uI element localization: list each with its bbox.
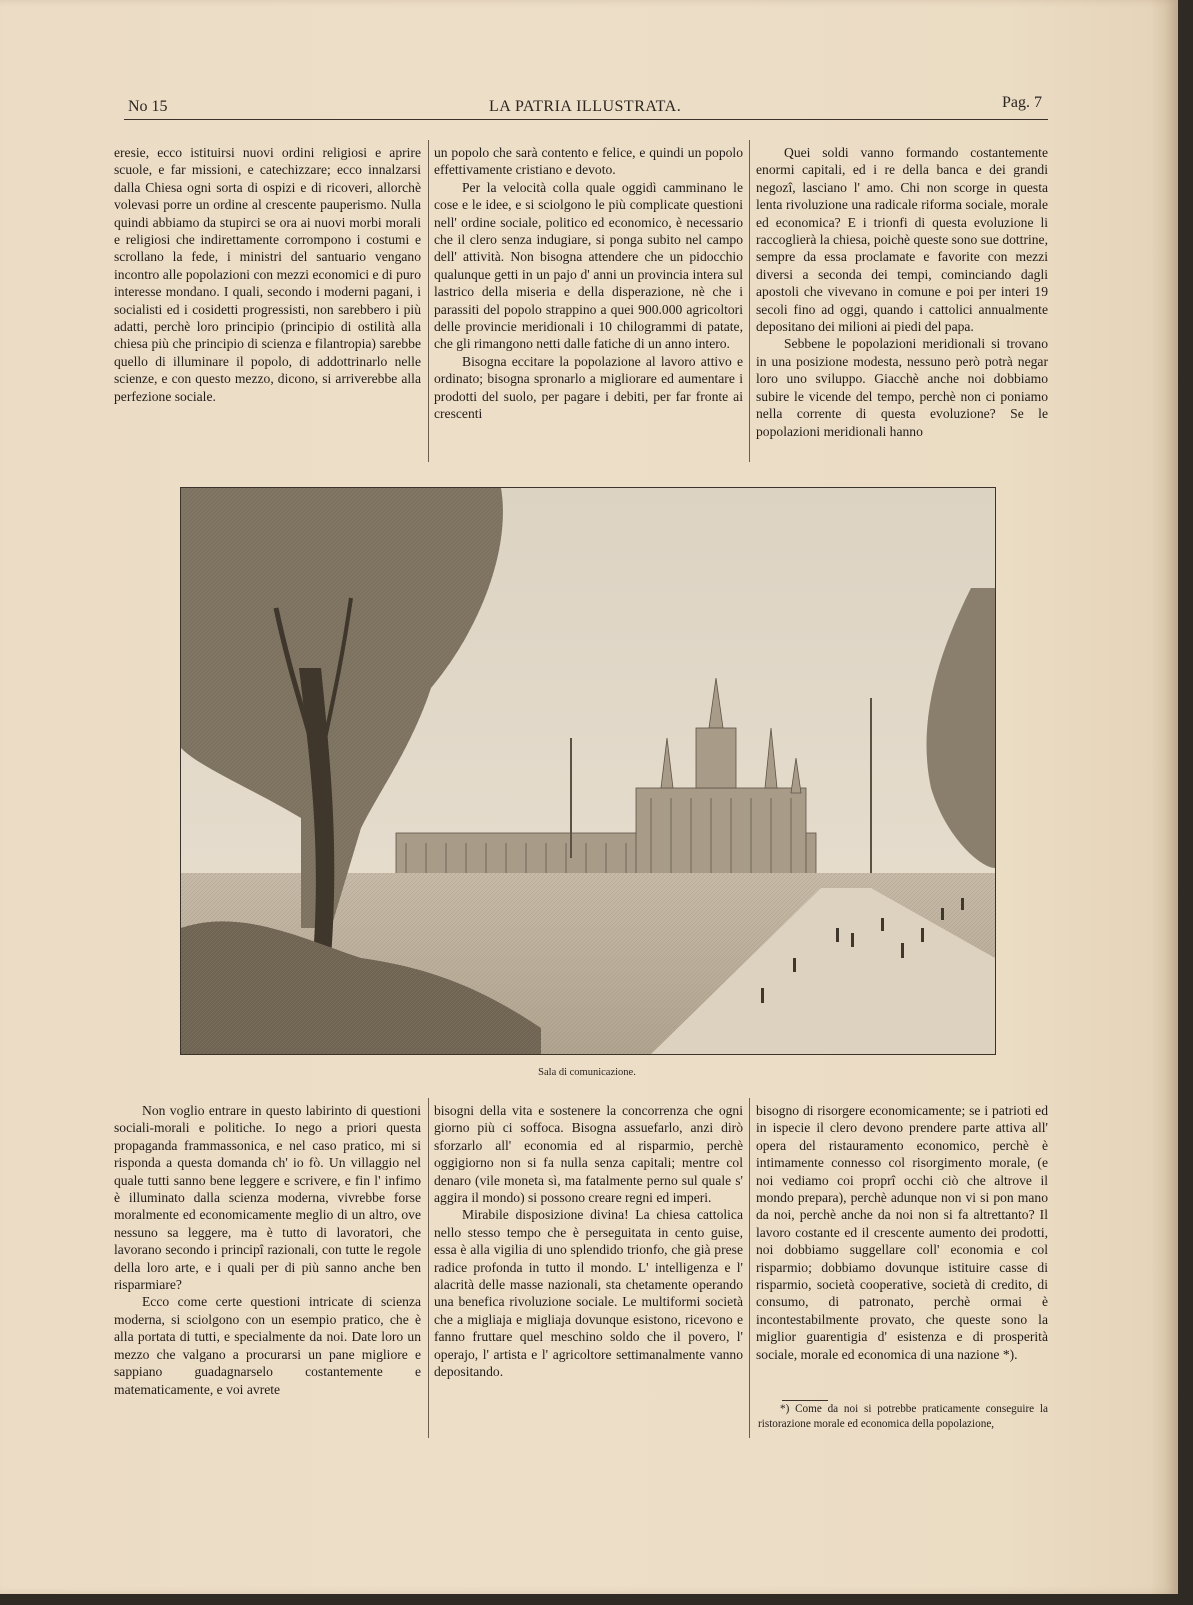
bottom-column-1 — [114, 1102, 421, 1398]
footnote-text: *) Come da noi si potrebbe praticamente conseguire la ristorazione morale ed economica della popolazione, — [758, 1403, 1048, 1430]
footnote-rule — [782, 1400, 828, 1401]
column-divider — [428, 140, 429, 462]
paragraph: Ecco come certe questioni intricate di scienza moderna, si sciolgono con un esempio pratico, che è alla portata di tutti, e specialmente da noi. Date loro un mezzo che valgano a procurarsi un pane migliore e sappiano guadagnarselo costantemente e matematicamente, e voi avrete — [114, 1294, 421, 1397]
paragraph: un popolo che sarà contento e felice, e quindi un popolo effettivamente cristiano e devoto. — [434, 145, 743, 178]
paragraph: bisogni della vita e sostenere la concorrenza che ogni giorno più ci soffoca. Bisogna assuefarlo, anzi dirò sforzarlo all' economia ed al risparmio, perchè oggigiorno non si fa nulla senza capitali; mentre col denaro (vile moneta sì, ma fatalmente perno sul quale s' aggira il mondo) si possono creare regni ed imperi. — [434, 1103, 743, 1206]
top-column-3 — [756, 144, 1048, 440]
paragraph: eresie, ecco istituirsi nuovi ordini religiosi e aprire scuole, e far missioni, e catechizzare; ecco innalzarsi dalla Chiesa ogni sorta di ospizi e di ricoveri, allorchè volevasi porre un ordine al crescente pauperismo. Nulla quindi abbiamo da stupirci se ora ai nuovi morbi morali e religiosi che indirettamente corrompono i costumi e scrollano la fede, i ministri del santuario vengano incontro alle popolazioni con mezzi economici e di puro interesse mondano. I quali, secondo i moderni pagani, i socialisti ed i cosidetti progressisti, non sarebbero i più adatti, perchè loro principio (principio di ostilità alla chiesa più che principio di scienza e filantropia) sarebbe quello di illuminare il popolo, di addottrinarlo nelle scienze, e con questo mezzo, dicono, si arriverebbe alla perfezione sociale. — [114, 145, 421, 404]
paragraph: Mirabile disposizione divina! La chiesa cattolica nello stesso tempo che è perseguitata in cento guise, essa è alla vigilia di uno splendido trionfo, che già prese radice profonda in tutto il mondo. L' intelligenza e l' alacrità delle masse nazionali, sta chetamente operando una benefica rivoluzione sociale. Le multiformi società che a migliaja e migliaja dovunque esistono, ricevono e fanno fruttare quel meschino soldo che il povero, l' operajo, l' artista e l' agricoltore settimanalmente vanno depositando. — [434, 1207, 743, 1380]
paragraph: bisogno di risorgere economicamente; se i patrioti ed in ispecie il clero devono prendere parte attiva all' opera del ristauramento economico, perchè è intimamente connesso col risorgimento morale, (e noi vediamo coi proprî occhi ciò che altrove il mondo prepara), perchè adunque non vi si pon mano da noi, perchè anche da noi non si fa altrettanto? Il lavoro costante ed il crescente aumento dei prodotti, noi dobbiamo suggellare coll' economia e col risparmio; dobbiamo dovunque istituire casse di risparmio, società cooperative, società di credito, di consumo, di patronato, perchè ormai è incontestabilmente provato, che queste sono la miglior guarentigia d' esistenza e di prosperità sociale, morale ed economica di una nazione *). — [756, 1103, 1048, 1362]
running-header — [124, 92, 1048, 118]
paragraph: Bisogna eccitare la popolazione al lavoro attivo e ordinato; bisogna spronarlo a migliorare ed aumentare i prodotti del suolo, per pagare i debiti, per far fronte ai crescenti — [434, 353, 743, 422]
engraving-drawing — [181, 488, 995, 1054]
bottom-column-3 — [756, 1102, 1048, 1363]
column-divider — [749, 1098, 750, 1438]
paragraph: Non voglio entrare in questo labirinto di questioni sociali-morali e politiche. Io nego a priori questa propaganda frammassonica, e nel caso pratico, mi si risponda a questa domanda ch' io fò. Un villaggio nel quale tutti sanno bene leggere e scrivere, e fin l' infimo è illuminato dalla scienza moderna, vivrebbe forse moralmente ed economicamente meglio di un altro, ove nessuno sa leggere, ma è tutto di lavoratori, che lavorano secondo i principî razionali, con tutte le regole della loro arte, e i quali per di più sanno anche ben risparmiare? — [114, 1103, 421, 1293]
page-number: Pag. 7 — [1002, 94, 1042, 111]
issue-number: No 15 — [128, 98, 168, 115]
paragraph: Sebbene le popolazioni meridionali si trovano in una posizione modesta, nessuno però potrà negar loro uno sviluppo. Giacchè anche noi dobbiamo subire le vicende del tempo, perchè non ci poniamo nella corrente di questa evoluzione? Se le popolazioni meridionali hanno — [756, 336, 1048, 439]
top-column-2 — [434, 144, 743, 423]
engraving-illustration — [180, 487, 996, 1055]
illustration-caption: Sala di comunicazione. — [538, 1067, 636, 1078]
header-rule — [124, 119, 1048, 120]
page-edge-shadow — [1150, 0, 1178, 1594]
column-divider — [749, 140, 750, 462]
column-divider — [428, 1098, 429, 1438]
top-column-1 — [114, 144, 421, 405]
publication-title: LA PATRIA ILLUSTRATA. — [489, 98, 682, 115]
footnote — [758, 1402, 1048, 1432]
paragraph: Per la velocità colla quale oggidì camminano le cose e le idee, e si sciolgono le più complicate questioni nell' ordine sociale, politico ed economico, è necessario che il clero senza indugiare, si ponga subito nel campo dell' attività. Non bisogna attendere che un pidocchio qualunque getti in un pajo d' anni un provincia intera sul lastrico della miseria e della disperazione, nè che i parassiti del popolo strappino a quei 900.000 agricoltori delle provincie meridionali i 10 chilogrammi di patate, che gli rimangono netti dalle fatiche di un anno intero. — [434, 179, 743, 352]
paragraph: Quei soldi vanno formando costantemente enormi capitali, ed i re della banca e dei grandi negozî, lasciano l' amo. Chi non scorge in questa lenta rivoluzione una radicale riforma sociale, morale ed economica? E i trionfi di questa evoluzione li raccoglierà la chiesa, poichè queste sono sue dottrine, sempre da essa proclamate e favorite con mezzi diversi a seconda dei tempi, cominciando dagli apostoli che vivevano in comune e poi per interi 19 secoli fino ad oggi, quando i cattolici annualmente depositano dei milioni ai piedi del papa. — [756, 145, 1048, 335]
bottom-column-2 — [434, 1102, 743, 1381]
